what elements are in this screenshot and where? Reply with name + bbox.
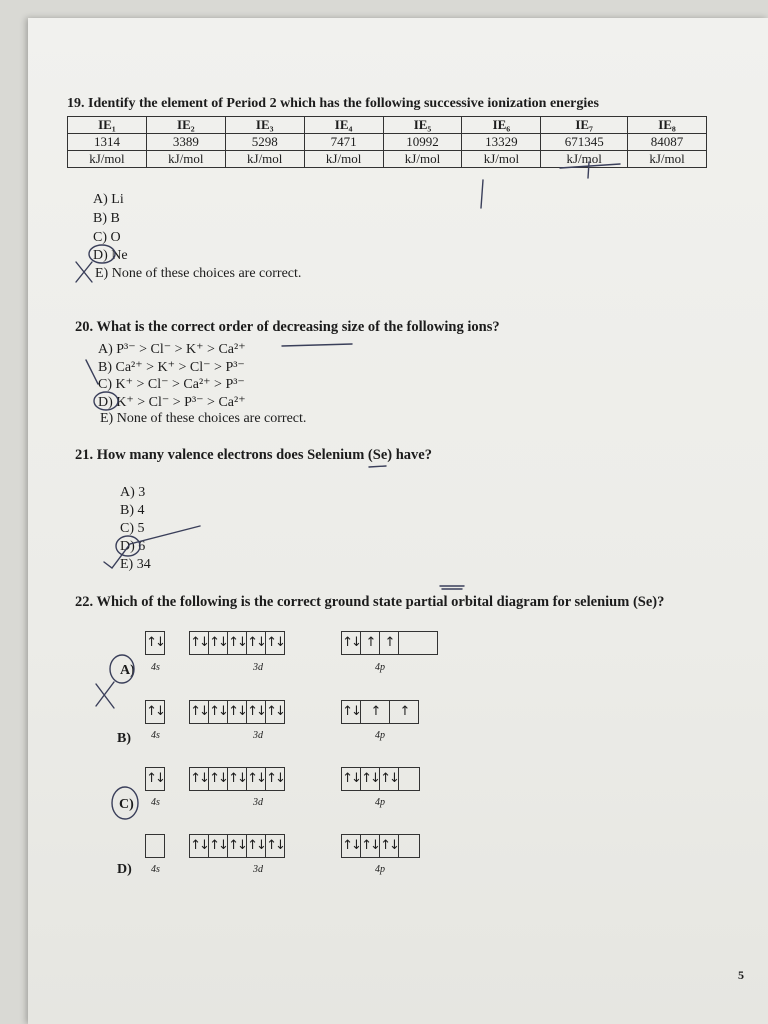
q20-title: 20. What is the correct order of decreasing size of the following ions?	[75, 319, 500, 335]
orbital-box: ↑↓	[266, 838, 284, 853]
label-3d: 3d	[253, 864, 263, 875]
orbital-box: ↑	[361, 632, 380, 654]
orbital-box: ↑↓	[190, 701, 209, 723]
q22-option-a-letter[interactable]: A)	[120, 663, 135, 678]
ie-header: IE₂	[146, 117, 225, 134]
orbital-box: ↑↓	[266, 771, 284, 786]
orbital-box: ↑↓	[209, 768, 228, 790]
orbital-box: ↑↓	[361, 768, 380, 790]
option-b-4s-boxes	[145, 700, 165, 724]
orbital-box: ↑↓	[380, 768, 399, 790]
q20-choice-d[interactable]: D) K⁺ > Cl⁻ > P³⁻ > Ca²⁺	[98, 395, 246, 410]
orbital-box: ↑↓	[247, 835, 266, 857]
label-4p: 4p	[375, 864, 385, 875]
option-d-4p-boxes	[341, 834, 420, 858]
q22-option-d-letter[interactable]: D)	[117, 862, 132, 877]
ie-value: 3389	[146, 134, 225, 151]
orbital-box: ↑↓	[146, 635, 164, 650]
orbital-box: ↑↓	[247, 701, 266, 723]
ie-value: 10992	[383, 134, 462, 151]
label-4s: 4s	[151, 730, 160, 741]
orbital-box: ↑↓	[190, 632, 209, 654]
q19-choice-b[interactable]: B) B	[93, 211, 120, 226]
ie-value: 7471	[304, 134, 383, 151]
q20-choice-b[interactable]: B) Ca²⁺ > K⁺ > Cl⁻ > P³⁻	[98, 360, 245, 375]
page-number: 5	[738, 968, 744, 982]
orbital-box: ↑↓	[228, 701, 247, 723]
ie-value: 84087	[628, 134, 707, 151]
orbital-box: ↑↓	[342, 701, 361, 723]
option-c-4s-boxes	[145, 767, 165, 791]
option-a-4p-boxes	[341, 631, 438, 655]
q21-choice-d[interactable]: D) 6	[120, 539, 146, 554]
label-4p: 4p	[375, 797, 385, 808]
option-d-4s-boxes	[145, 834, 165, 858]
q19-choice-a[interactable]: A) Li	[93, 192, 124, 207]
orbital-box	[146, 835, 164, 857]
orbital-box	[399, 768, 419, 790]
ie-value: 13329	[462, 134, 541, 151]
ie-unit: kJ/mol	[462, 151, 541, 168]
option-d-3d-boxes	[189, 834, 285, 858]
q20-choice-e[interactable]: E) None of these choices are correct.	[100, 411, 307, 426]
q20-choice-a[interactable]: A) P³⁻ > Cl⁻ > K⁺ > Ca²⁺	[98, 342, 246, 357]
orbital-box: ↑↓	[209, 701, 228, 723]
orbital-box: ↑↓	[247, 768, 266, 790]
orbital-box: ↑↓	[266, 704, 284, 719]
q21-choice-e[interactable]: E) 34	[120, 557, 151, 572]
orbital-box: ↑↓	[342, 632, 361, 654]
label-3d: 3d	[253, 730, 263, 741]
q19-choice-e[interactable]: E) None of these choices are correct.	[95, 266, 302, 281]
orbital-box: ↑↓	[342, 768, 361, 790]
ie-unit: kJ/mol	[225, 151, 304, 168]
ie-header: IE₄	[304, 117, 383, 134]
ie-header: IE₇	[541, 117, 628, 134]
orbital-box: ↑↓	[228, 632, 247, 654]
ie-unit: kJ/mol	[628, 151, 707, 168]
option-b-4p-boxes	[341, 700, 419, 724]
ie-value: 1314	[68, 134, 147, 151]
q22-option-b-letter[interactable]: B)	[117, 731, 131, 746]
ie-header: IE₈	[628, 117, 707, 134]
label-4p: 4p	[375, 730, 385, 741]
orbital-box: ↑↓	[209, 835, 228, 857]
orbital-box: ↑↓	[209, 632, 228, 654]
orbital-box: ↑	[380, 632, 399, 654]
q21-title: 21. How many valence electrons does Selenium (Se) have?	[75, 447, 432, 463]
q21-choice-a[interactable]: A) 3	[120, 485, 146, 500]
orbital-box: ↑↓	[146, 704, 164, 719]
ie-header: IE₆	[462, 117, 541, 134]
ie-header: IE₅	[383, 117, 462, 134]
q19-choice-d[interactable]: D) Ne	[93, 248, 128, 263]
q21-choice-b[interactable]: B) 4	[120, 503, 145, 518]
ie-unit: kJ/mol	[304, 151, 383, 168]
ie-unit: kJ/mol	[541, 151, 628, 168]
orbital-box	[399, 835, 419, 857]
orbital-box: ↑	[399, 704, 409, 719]
option-a-3d-boxes	[189, 631, 285, 655]
ie-unit: kJ/mol	[383, 151, 462, 168]
label-4s: 4s	[151, 864, 160, 875]
label-4s: 4s	[151, 662, 160, 673]
option-c-3d-boxes	[189, 767, 285, 791]
orbital-box: ↑↓	[266, 635, 284, 650]
q20-choice-c[interactable]: C) K⁺ > Cl⁻ > Ca²⁺ > P³⁻	[98, 377, 245, 392]
ie-unit: kJ/mol	[68, 151, 147, 168]
q19-choice-c[interactable]: C) O	[93, 230, 121, 245]
orbital-box: ↑↓	[342, 835, 361, 857]
orbital-box: ↑↓	[228, 768, 247, 790]
option-c-4p-boxes	[341, 767, 420, 791]
orbital-box: ↑↓	[190, 835, 209, 857]
q21-choice-c[interactable]: C) 5	[120, 521, 145, 536]
ie-header: IE₁	[68, 117, 147, 134]
orbital-box: ↑↓	[190, 768, 209, 790]
q22-title: 22. Which of the following is the correct ground state partial orbital diagram for selenium (Se)?	[75, 594, 665, 610]
ie-unit: kJ/mol	[146, 151, 225, 168]
label-3d: 3d	[253, 797, 263, 808]
label-3d: 3d	[253, 662, 263, 673]
ionization-energy-table	[67, 116, 707, 168]
orbital-box: ↑	[361, 701, 390, 723]
orbital-box: ↑↓	[380, 835, 399, 857]
ie-value: 671345	[541, 134, 628, 151]
q22-option-c-letter[interactable]: C)	[119, 797, 134, 812]
label-4s: 4s	[151, 797, 160, 808]
orbital-box: ↑↓	[228, 835, 247, 857]
orbital-box: ↑↓	[247, 632, 266, 654]
option-a-4s-boxes	[145, 631, 165, 655]
q19-title: 19. Identify the element of Period 2 which has the following successive ionization energies	[67, 96, 599, 111]
label-4p: 4p	[375, 662, 385, 673]
orbital-box: ↑↓	[361, 835, 380, 857]
option-b-3d-boxes	[189, 700, 285, 724]
orbital-box: ↑↓	[146, 771, 164, 786]
ie-value: 5298	[225, 134, 304, 151]
orbital-box	[399, 632, 437, 654]
ie-header: IE₃	[225, 117, 304, 134]
